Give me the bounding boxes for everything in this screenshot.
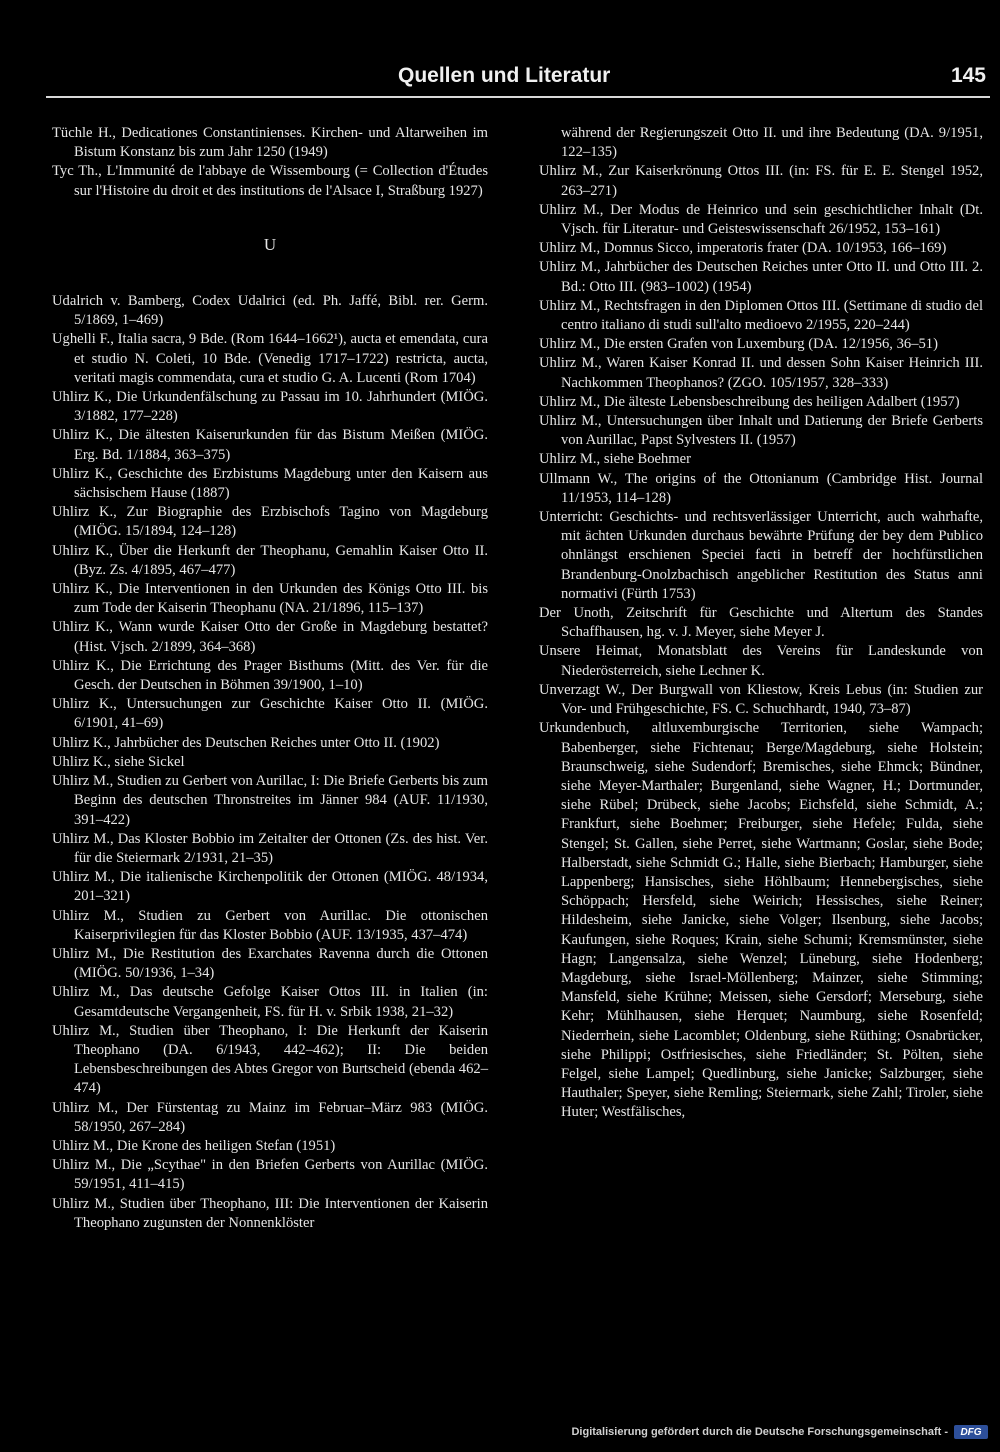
bibliography-entry: Uhlirz K., Geschichte des Erzbistums Magdeburg unter den Kaisern aus sächsischem Hause (1887) <box>52 465 488 502</box>
bibliography-entry: Der Unoth, Zeitschrift für Geschichte und Altertum des Standes Schaffhausen, hg. v. J. Meyer, siehe Meyer J. <box>539 605 983 641</box>
entries-after-section <box>52 292 488 1233</box>
bibliography-entry: Uhlirz M., Jahrbücher des Deutschen Reiches unter Otto II. und Otto III. 2. Bd.: Otto III. (983–1002) (1954) <box>539 259 983 295</box>
bibliography-entry: Uhlirz M., Studien zu Gerbert von Aurillac, I: Die Briefe Gerberts bis zum Beginn des deutschen Thronstreites im Jänner 984 (AUF. 11/1930, 391–422) <box>52 773 488 828</box>
bibliography-entry: Uhlirz K., Untersuchungen zur Geschichte Kaiser Otto II. (MIÖG. 6/1901, 41–69) <box>52 696 488 732</box>
bibliography-entry: Ughelli F., Italia sacra, 9 Bde. (Rom 1644–1662¹), aucta et emendata, cura et studio N. Coleti, 10 Bde. (Venedig 1717–1722) restricta, aucta, veritati magis commendata, cura et studio G. A. Lucenti (Rom 1704) <box>52 331 488 386</box>
footer <box>571 1425 988 1439</box>
continued-entry: während der Regierungszeit Otto II. und ihre Bedeutung (DA. 9/1951, 122–135) <box>561 125 983 161</box>
bibliography-entry: Uhlirz M., Das Kloster Bobbio im Zeitalter der Ottonen (Zs. des hist. Ver. für die Steiermark 2/1931, 21–35) <box>52 830 488 866</box>
bibliography-entry: Uhlirz M., Die ersten Grafen von Luxemburg (DA. 12/1956, 36–51) <box>539 336 938 353</box>
footer-text: Digitalisierung gefördert durch die Deutsche Forschungsgemeinschaft - <box>571 1426 948 1438</box>
section-letter: U <box>263 234 277 254</box>
bibliography-entry: Uhlirz M., Untersuchungen über Inhalt und Datierung der Briefe Gerberts von Aurillac, Papst Sylvesters II. (1957) <box>539 413 983 449</box>
bibliography-entry: Tyc Th., L'Immunité de l'abbaye de Wissembourg (= Collection d'Études sur l'Histoire du droit et des institutions de l'Alsace I, Straßburg 1927) <box>52 163 488 199</box>
bibliography-entry: Unterricht: Geschichts- und rechtsverlässiger Unterricht, auch wahrhafte, mit ächten Urkunden durchaus bewährte Prüfung der bey dem Publico ohnlängst erschienen Speciei facti in betreff der hochfürstlichen Brandenburg-Onolzbachisch angeblicher Restitution des Status anni normativi (Fürth 1753) <box>539 509 983 602</box>
bibliography-entry: Uhlirz M., Die Restitution des Exarchates Ravenna durch die Ottonen (MIÖG. 50/1936, 1–34) <box>52 945 488 982</box>
bibliography-entry: Uhlirz M., siehe Boehmer <box>539 451 691 468</box>
entries-before-section <box>52 124 488 201</box>
page-header <box>46 62 990 98</box>
bibliography-entry: Uhlirz K., Die Interventionen in den Urkunden des Königs Otto III. bis zum Tode der Kaiserin Theophanu (NA. 21/1896, 115–137) <box>52 581 488 617</box>
bibliography-entry: Uhlirz M., Die italienische Kirchenpolitik der Ottonen (MIÖG. 48/1934, 201–321) <box>52 869 488 905</box>
running-title: Quellen und Literatur <box>398 64 611 87</box>
bibliography-entry: Uhlirz M., Studien zu Gerbert von Aurillac. Die ottonischen Kaiserprivilegien für das Kloster Bobbio (AUF. 13/1935, 437–474) <box>52 907 488 943</box>
bibliography-entry: Uhlirz K., Zur Biographie des Erzbischofs Tagino von Magdeburg (MIÖG. 15/1894, 124–128) <box>52 504 488 540</box>
bibliography-entry: Ullmann W., The origins of the Ottonianum (Cambridge Hist. Journal 11/1953, 114–128) <box>539 470 983 506</box>
dfg-logo: DFG <box>954 1425 988 1439</box>
bibliography-entry: Uhlirz M., Zur Kaiserkrönung Ottos III. (in: FS. für E. E. Stengel 1952, 263–271) <box>539 163 983 199</box>
bibliography-entry: Uhlirz K., Wann wurde Kaiser Otto der Große in Magdeburg bestattet? (Hist. Vjsch. 2/1899, 364–368) <box>52 619 488 655</box>
bibliography-entry: Unverzagt W., Der Burgwall von Kliestow, Kreis Lebus (in: Studien zur Vor- und Frühgeschichte, FS. C. Schuchhardt, 1940, 73–87) <box>539 681 983 718</box>
bibliography-entry: Unsere Heimat, Monatsblatt des Vereins für Landeskunde von Niederösterreich, siehe Lechner K. <box>539 643 983 679</box>
bibliography-entry: Uhlirz M., Studien über Theophano, III: Die Interventionen der Kaiserin Theophano zugunsten der Nonnenklöster <box>52 1195 488 1231</box>
bibliography-entry: Uhlirz M., Rechtsfragen in den Diplomen Ottos III. (Settimane di studio del centro italiano di studi sull'alto medioevo 2/1955, 220–244) <box>539 297 983 334</box>
bibliography-entry: Urkundenbuch, altluxemburgische Territorien, siehe Wampach; Babenberger, siehe Fichtenau; Berge/Magdeburg, siehe Holstein; Braunschweig, siehe Sudendorf; Bremisches, siehe Ehmck; Bündner, siehe Meyer-Marthaler; Burgenland, siehe Wagner, H.; Dortmunder, siehe Rübel; Drübeck, siehe Jacobs; Eichsfeld, siehe Schmidt, A.; Frankfurt, siehe Boehmer; Freiburger, siehe Hefele; Fulda, siehe Stengel; St. Gallen, siehe Perret, siehe Wartmann; Goslar, siehe Bode; Halberstadt, siehe Schmidt G.; Halle, siehe Bierbach; Hamburger, siehe Lappenberg; Hansisches, siehe Höhlbaum; Hennebergisches, siehe Schöppach; Hersfeld, siehe Weirich; Hessisches, siehe Reiner; Hildesheim, siehe Janicke, siehe Volger; Ilsenburg, siehe Jacobs; Kaufungen, siehe Roques; Krain, siehe Schumi; Kremsmünster, siehe Hagn; Langensalza, siehe Wenzel; Lüneburg, siehe Hodenberg; Magdeburg, siehe Israel-Möllenberg; Mainzer, siehe Stimming; Mansfeld, siehe Krühne; Meissen, siehe Gersdorf; Merseburg, siehe Kehr; Mühlhausen, siehe Herquet; Naumburg, siehe Rosenfeld; Niederrhein, siehe Lacomblet; Oldenburg, siehe Rüthing; Osnabrücker, siehe Philippi; Ostfriesisches, siehe Friedländer; St. Pölten, siehe Felgel, siehe Lampel; Quedlinburg, siehe Janicke; Salzburger, siehe Hauthaler; Speyer, siehe Remling; Steiermark, siehe Zahl; Tiroler, siehe Huter; Westfälisches, <box>539 720 983 1121</box>
bibliography-entry: Uhlirz M., Studien über Theophano, I: Die Herkunft der Kaiserin Theophano (DA. 6/1943, 442–462); II: Die beiden Lebensbeschreibungen des Abtes Gregor von Burtscheid (ebenda 462–474) <box>52 1022 488 1097</box>
bibliography-entry: Uhlirz K., Über die Herkunft der Theophanu, Gemahlin Kaiser Otto II. (Byz. Zs. 4/1895, 467–477) <box>52 542 488 578</box>
bibliography-entry: Uhlirz K., Die ältesten Kaiserurkunden für das Bistum Meißen (MIÖG. Erg. Bd. 1/1884, 363–375) <box>52 427 488 463</box>
bibliography-entry: Uhlirz M., Die älteste Lebensbeschreibung des heiligen Adalbert (1957) <box>539 393 960 410</box>
right-entries <box>539 162 983 1122</box>
bibliography-entry: Uhlirz M., Die „Scythae" in den Briefen Gerberts von Aurillac (MIÖG. 59/1951, 411–415) <box>52 1157 488 1193</box>
bibliography-entry: Uhlirz M., Der Fürstentag zu Mainz im Februar–März 983 (MIÖG. 58/1950, 267–284) <box>52 1099 488 1135</box>
right-column <box>539 124 983 1123</box>
bibliography-entry: Uhlirz M., Waren Kaiser Konrad II. und dessen Sohn Kaiser Heinrich III. Nachkommen Theophanos? (ZGO. 105/1957, 328–333) <box>539 355 983 391</box>
bibliography-entry: Uhlirz M., Der Modus de Heinrico und sein geschichtlicher Inhalt (Dt. Vjsch. für Literatur- und Geisteswissenschaft 26/1952, 153–161) <box>539 201 983 238</box>
bibliography-entry: Uhlirz K., siehe Sickel <box>52 753 185 770</box>
bibliography-entry: Uhlirz M., Die Krone des heiligen Stefan (1951) <box>52 1137 336 1154</box>
bibliography-entry: Uhlirz K., Die Urkundenfälschung zu Passau im 10. Jahrhundert (MIÖG. 3/1882, 177–228) <box>52 389 488 425</box>
bibliography-entry: Uhlirz M., Domnus Sicco, imperatoris frater (DA. 10/1953, 166–169) <box>539 240 947 257</box>
bibliography-entry: Tüchle H., Dedicationes Constantinienses. Kirchen- und Altarweihen im Bistum Konstanz bis zum Jahr 1250 (1949) <box>52 125 488 161</box>
bibliography-entry: Uhlirz K., Jahrbücher des Deutschen Reiches unter Otto II. (1902) <box>52 734 440 751</box>
page-number: 145 <box>950 64 986 87</box>
left-column <box>52 124 488 1233</box>
bibliography-entry: Udalrich v. Bamberg, Codex Udalrici (ed. Ph. Jaffé, Bibl. rer. Germ. 5/1869, 1–469) <box>52 293 488 329</box>
bibliography-entry: Uhlirz M., Das deutsche Gefolge Kaiser Ottos III. in Italien (in: Gesamtdeutsche Vergangenheit, FS. für H. v. Srbik 1938, 21–32) <box>52 984 488 1020</box>
bibliography-entry: Uhlirz K., Die Errichtung des Prager Bisthums (Mitt. des Ver. für die Gesch. der Deutschen in Böhmen 39/1900, 1–10) <box>52 657 488 694</box>
